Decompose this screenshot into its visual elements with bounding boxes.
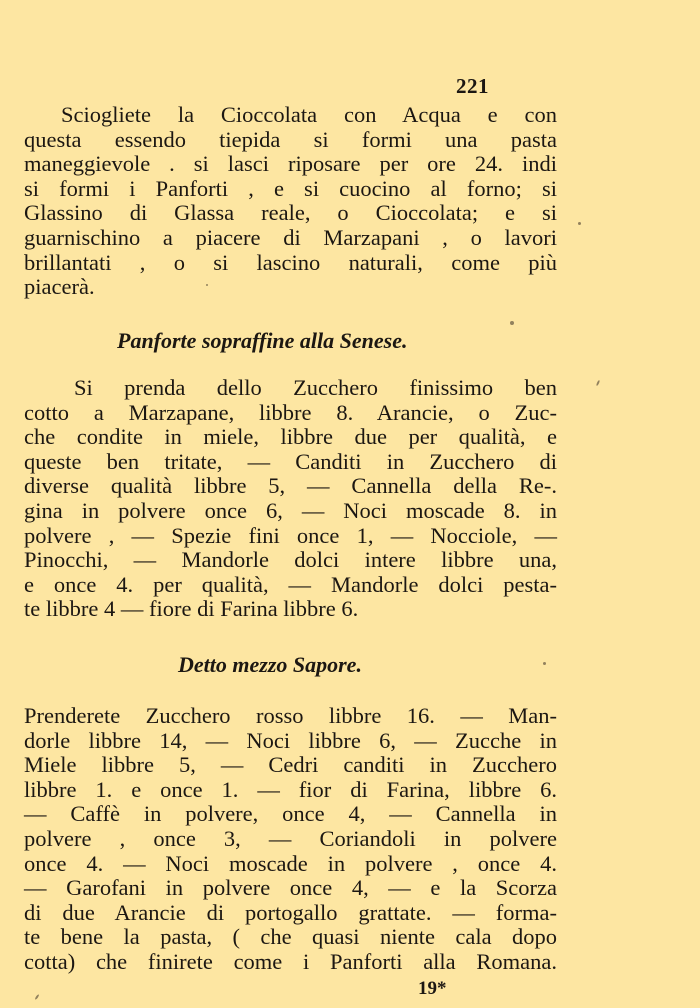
text-line: Prenderete Zucchero rosso libbre 16. — Man- [24,703,557,728]
text-line: queste ben tritate, — Canditi in Zucchero di [24,448,557,474]
text-line: Si prenda dello Zucchero finissimo ben [74,375,557,400]
text-line: cotta) che finirete come i Panforti alla Romana. [24,948,557,974]
signature-mark: 19* [418,978,447,999]
text-line: polvere , once 3, — Coriandoli in polvere [24,825,557,851]
text-line: Miele libbre 5, — Cedri canditi in Zucchero [24,752,557,778]
text-line: dorle libbre 14, — Noci libbre 6, — Zucche in [24,727,557,753]
print-speck [206,284,208,286]
text-line: libbre 1. e once 1. — fior di Farina, libbre 6. [24,776,557,802]
text-line: maneggievole . si lasci riposare per ore 24. indi [24,151,557,177]
text-line: gina in polvere once 6, — Noci moscade 8. in [24,497,557,523]
paragraph-panforte-senese [24,376,557,622]
text-line: once 4. — Noci moscade in polvere , once 4. [24,850,557,876]
print-speck [510,321,514,325]
recipe-heading-panforte-senese: Panforte sopraffine alla Senese. [117,328,408,353]
text-line: piacerà. [24,274,95,300]
text-line: di due Arancie di portogallo grattate. — forma- [24,899,557,925]
page-number: 221 [456,74,489,98]
text-line: te libbre 4 — fiore di Farina libbre 6. [24,596,359,622]
text-line: polvere , — Spezie fini once 1, — Nocciole, — [24,522,557,548]
text-line: guarnischino a piacere di Marzapani , o lavori [24,224,557,250]
text-line: brillantati , o si lascino naturali, come più [24,249,557,275]
text-line: te bene la pasta, ( che quasi niente cala dopo [24,924,557,950]
print-speck [578,222,581,225]
text-line: che condite in miele, libbre due per qualità, e [24,424,557,450]
text-line: e once 4. per qualità, — Mandorle dolci pesta- [24,571,557,597]
text-line: si formi i Panforti , e si cuocino al forno; si [24,175,557,201]
print-speck [34,994,39,1000]
recipe-heading-mezzo-sapore: Detto mezzo Sapore. [178,652,362,677]
paragraph-panforti-instructions [24,103,557,300]
text-line: Sciogliete la Cioccolata con Acqua e con [61,102,557,127]
text-line: cotto a Marzapane, libbre 8. Arancie, o Zuc- [24,399,557,425]
print-speck [596,380,600,386]
paragraph-mezzo-sapore [24,704,557,975]
text-line: diverse qualità libbre 5, — Cannella della Re-. [24,473,557,499]
text-line: questa essendo tiepida si formi una pasta [24,126,557,152]
text-line: — Garofani in polvere once 4, — e la Scorza [24,875,557,901]
text-line: Glassino di Glassa reale, o Cioccolata; e si [24,200,557,226]
text-line: — Caffè in polvere, once 4, — Cannella in [24,801,557,827]
print-speck [543,662,546,665]
text-line: Pinocchi, — Mandorle dolci intere libbre una, [24,547,557,573]
